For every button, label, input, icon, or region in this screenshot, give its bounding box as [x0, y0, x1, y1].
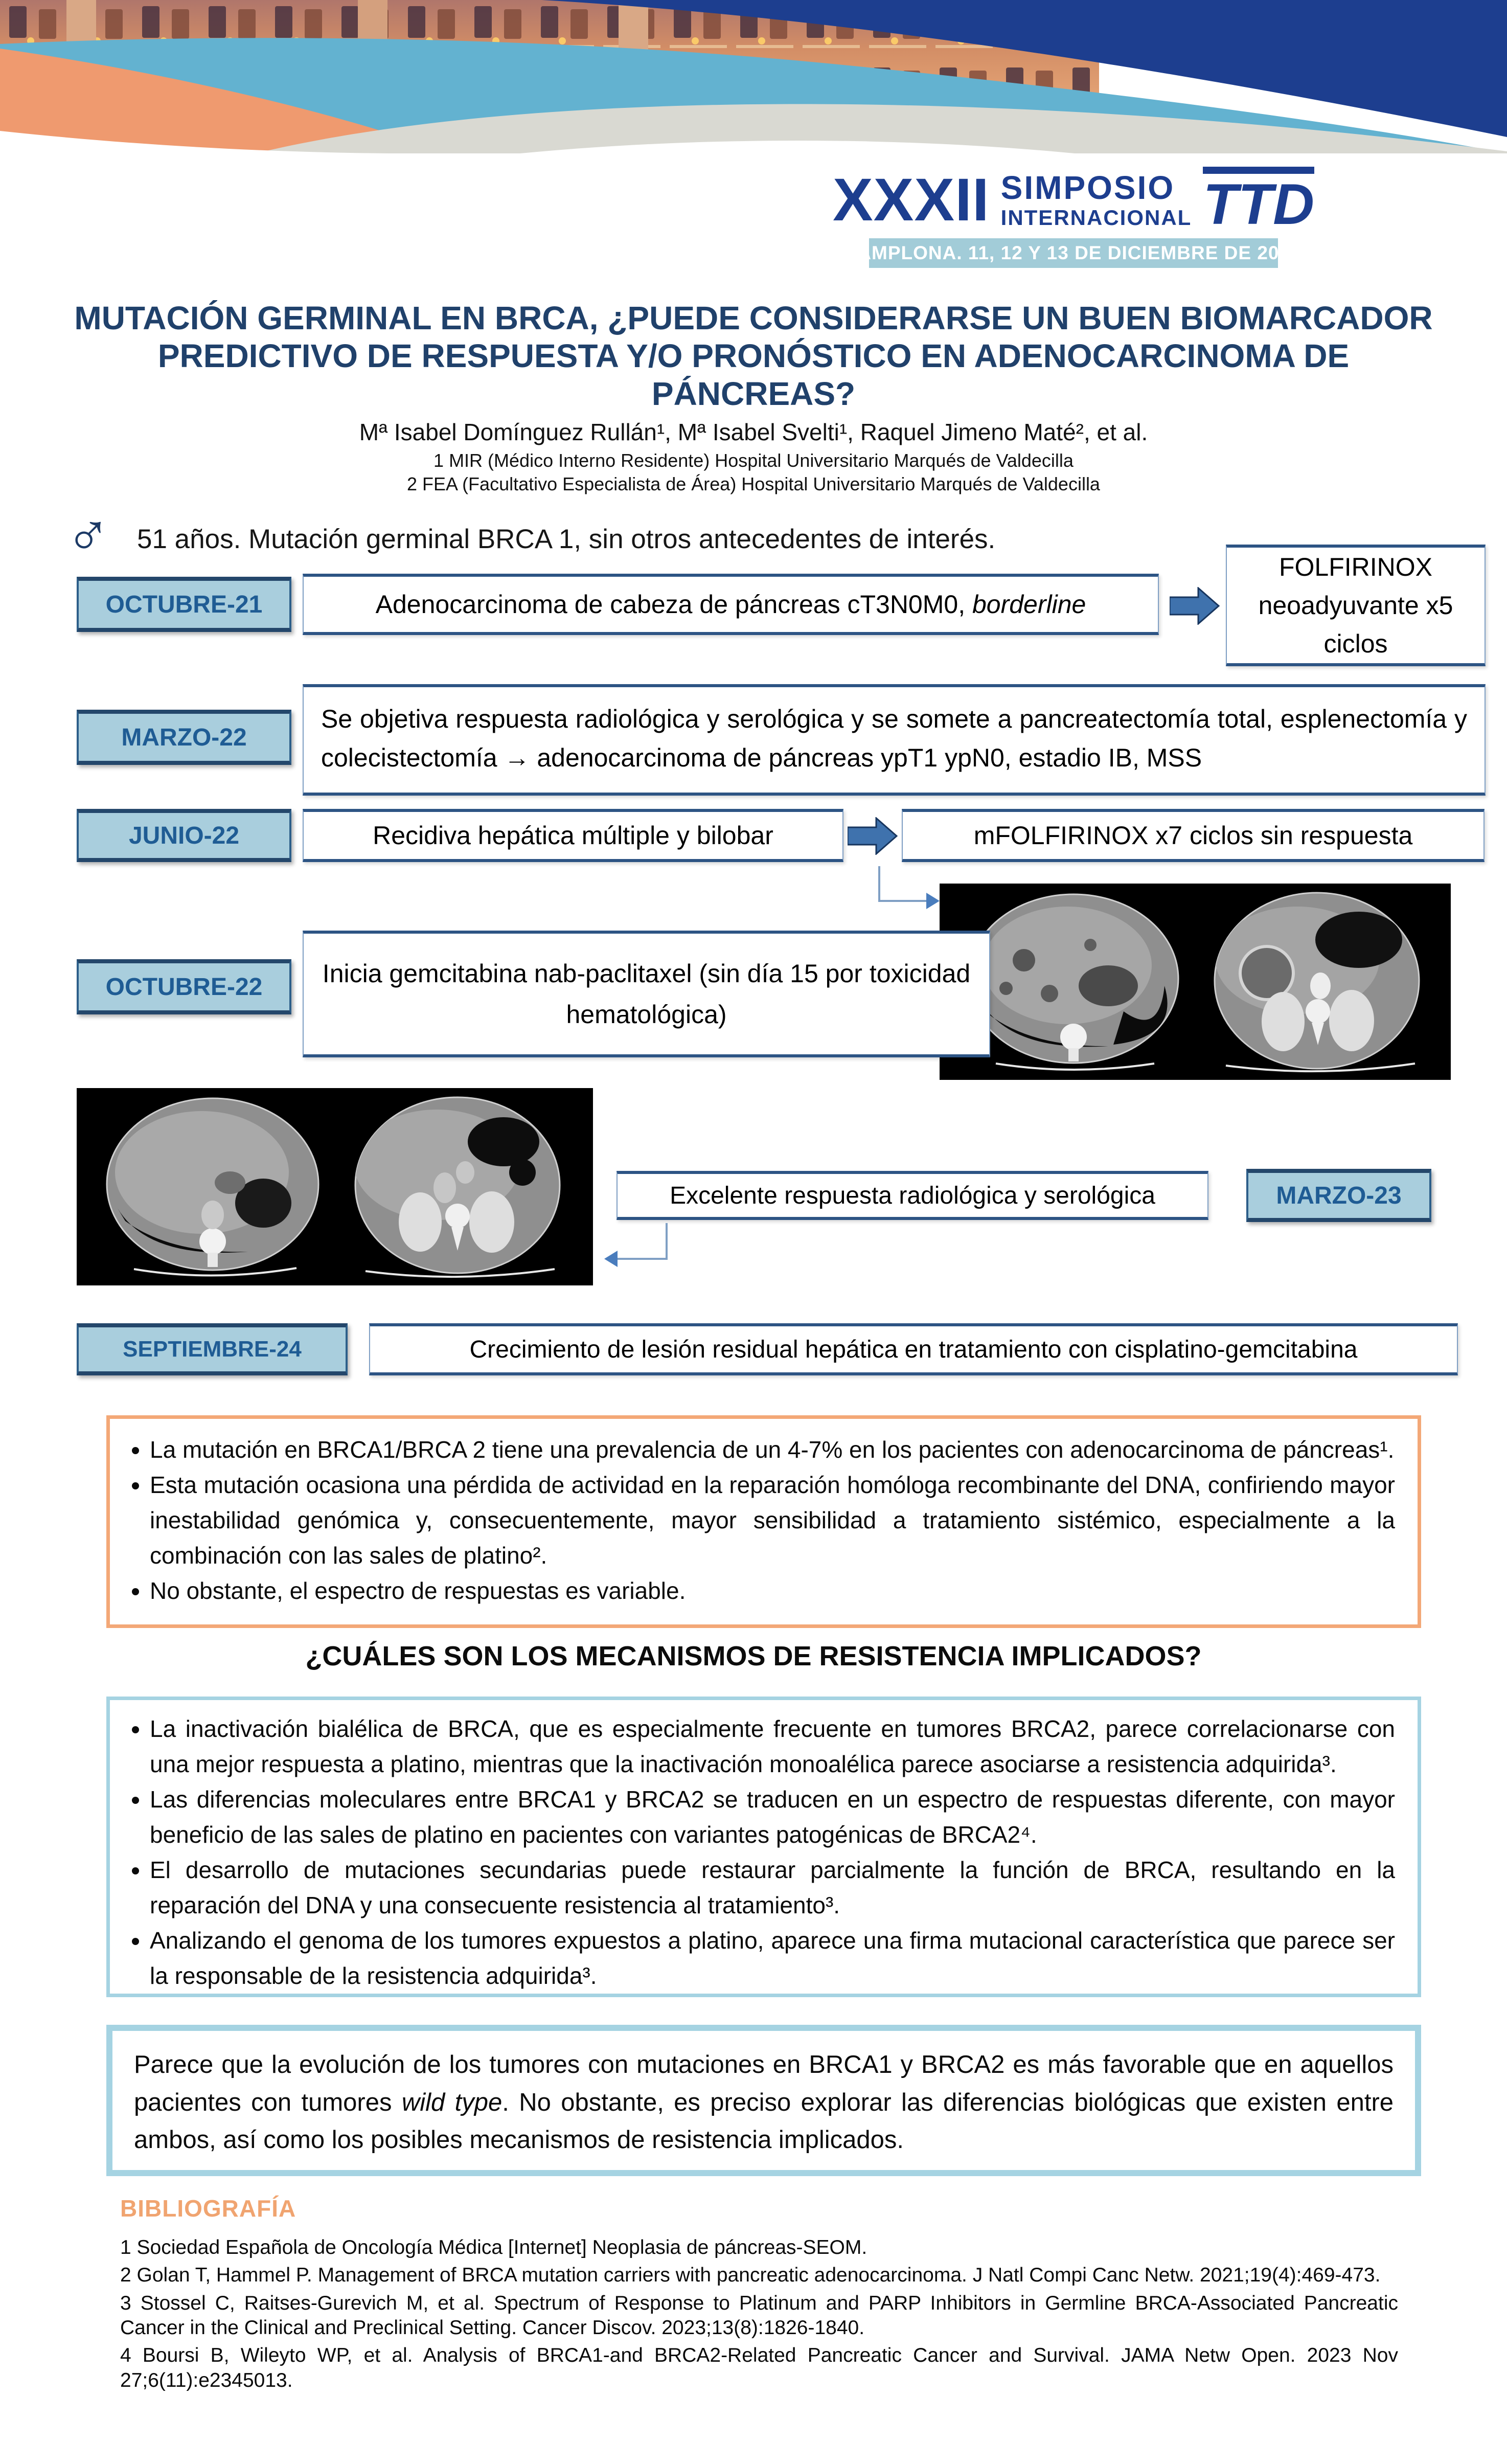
poster-title: MUTACIÓN GERMINAL EN BRCA, ¿PUEDE CONSIDERARSE UN BUEN BIOMARCADOR PREDICTIVO DE RESPUESTA Y/O PRONÓSTICO EN ADENOCARCINOMA DE PÁNCREAS? [74, 300, 1433, 413]
arrow-right-icon [848, 817, 898, 855]
connector-arrowhead-left [604, 1251, 618, 1267]
connector-line [618, 1258, 668, 1260]
ttd-logo-mark: TTD [1203, 167, 1314, 233]
event-box-diagnosis: Adenocarcinoma de cabeza de páncreas cT3N0M0, borderline [303, 574, 1159, 635]
ct-scan-image-progression [940, 884, 1451, 1080]
reference-item: 1 Sociedad Española de Oncología Médica [Internet] Neoplasia de páncreas-SEOM. [120, 2236, 867, 2258]
ct-scan-image-response [77, 1088, 593, 1285]
date-box-junio-22: JUNIO-22 [77, 809, 291, 862]
mechanism-bullet: • Las diferencias moleculares entre BRCA1 y BRCA2 se traducen en un espectro de respuestas diferente, con mayor beneficio de las sales de platino en pacientes con variantes patogénicas de BRCA2⁴. [150, 1782, 1395, 1852]
date-box-octubre-22: OCTUBRE-22 [77, 959, 291, 1014]
event-box-excellent-response: Excelente respuesta radiológica y serológica [616, 1171, 1208, 1220]
logo-location-band [846, 238, 1302, 268]
finding-bullet: • La mutación en BRCA1/BRCA 2 tiene una prevalencia de un 4-7% en los pacientes con adenocarcinoma de páncreas¹. [150, 1432, 1395, 1467]
date-box-marzo-22: MARZO-22 [77, 710, 291, 765]
symposium-logo [832, 166, 1315, 268]
event-box-relapse: Recidiva hepática múltiple y bilobar [303, 809, 843, 862]
banner-artwork [0, 0, 1507, 153]
male-icon: ♂ [65, 502, 111, 569]
case-summary-text: 51 años. Mutación germinal BRCA 1, sin otros antecedentes de interés. [137, 524, 996, 554]
authors-line: Mª Isabel Domínguez Rullán¹, Mª Isabel Svelti¹, Raquel Jimeno Maté², et al. [359, 419, 1148, 445]
date-box-septiembre-24: SEPTIEMBRE-24 [77, 1323, 348, 1375]
logo-roman-numeral: XXXII [832, 166, 990, 234]
finding-bullet: • No obstante, el espectro de respuestas es variable. [150, 1573, 1395, 1609]
event-box-gemcitabine: Inicia gemcitabina nab-paclitaxel (sin día 15 por toxicidad hematológica) [303, 931, 990, 1057]
mechanisms-box [106, 1697, 1421, 1997]
affiliation-1: 1 MIR (Médico Interno Residente) Hospital Universitario Marqués de Valdecilla [433, 450, 1074, 471]
reference-item: 3 Stossel C, Raitses-Gurevich M, et al. Spectrum of Response to Platinum and PARP Inhibitors in Germline BRCA-Associated Pancreatic Cancer in the Clinical and Preclinical Setting. Cancer Discov. 2023;13(8):1826-1840. [120, 2292, 1398, 2339]
bibliography-list [120, 2235, 1398, 2396]
reference-item: 4 Boursi B, Wileyto WP, et al. Analysis of BRCA1-and BRCA2-Related Pancreatic Cancer and Survival. JAMA Netw Open. 2023 Nov 27;6(11):e2345013. [120, 2344, 1398, 2391]
affiliation-2: 2 FEA (Facultativo Especialista de Área) Hospital Universitario Marqués de Valdecilla [407, 473, 1100, 494]
connector-line [878, 900, 927, 902]
connector-line [878, 866, 880, 902]
arrow-right-icon [1170, 587, 1220, 625]
date-box-octubre-21: OCTUBRE-21 [77, 577, 291, 632]
logo-internacional: INTERNACIONAL [1000, 206, 1192, 230]
mechanisms-heading: ¿CUÁLES SON LOS MECANISMOS DE RESISTENCIA IMPLICADOS? [305, 1641, 1202, 1671]
logo-simposio: SIMPOSIO [1000, 169, 1175, 206]
connector-line [666, 1223, 668, 1260]
mechanism-bullet: • Analizando el genoma de los tumores expuestos a platino, aparece una firma mutacional característica que parece ser la responsable de la resistencia adquirida³. [150, 1923, 1395, 1994]
conclusion-box: Parece que la evolución de los tumores con mutaciones en BRCA1 y BRCA2 es más favorable que en aquellos pacientes con tumores wild type. No obstante, es preciso explorar las diferencias biológicas que existen entre ambos, así como los posibles mecanismos de resistencia implicados. [106, 2025, 1421, 2176]
event-box-mfolfirinox: mFOLFIRINOX x7 ciclos sin respuesta [902, 809, 1485, 862]
reference-item: 2 Golan T, Hammel P. Management of BRCA mutation carriers with pancreatic adenocarcinoma. J Natl Compi Canc Netw. 2021;19(4):469-473. [120, 2264, 1381, 2287]
event-box-residual-growth: Crecimiento de lesión residual hepática en tratamiento con cisplatino-gemcitabina [369, 1323, 1458, 1375]
date-box-marzo-23: MARZO-23 [1246, 1169, 1431, 1222]
connector-arrowhead-right [926, 893, 940, 909]
event-box-folfirinox: FOLFIRINOX neoadyuvante x5 ciclos [1226, 545, 1486, 666]
mechanism-bullet: • La inactivación bialélica de BRCA, que es especialmente frecuente en tumores BRCA2, parece correlacionarse con una mejor respuesta a platino, mientras que la inactivación monoalélica parece asociarse a resistencia adquirida³. [150, 1711, 1395, 1782]
logo-location-text: PAMPLONA. 11, 12 Y 13 DE DICIEMBRE DE 2024 [846, 242, 1302, 263]
finding-bullet: • Esta mutación ocasiona una pérdida de actividad en la reparación homóloga recombinante del DNA, confiriendo mayor inestabilidad genómica y, consecuentemente, mayor sensibilidad a tratamiento sistémico, especialmente a la combinación con las sales de platino². [150, 1467, 1395, 1573]
bibliography-heading: BIBLIOGRAFÍA [120, 2195, 296, 2222]
italic-wild-type: wild type [401, 2088, 503, 2116]
findings-box [106, 1415, 1421, 1628]
mechanism-bullet: • El desarrollo de mutaciones secundarias puede restaurar parcialmente la función de BRCA, resultando en la reparación del DNA y una consecuente resistencia al tratamiento³. [150, 1852, 1395, 1923]
event-box-surgery: Se objetiva respuesta radiológica y serológica y se somete a pancreatectomía total, esplenectomía y colecistectomía → adenocarcinoma de páncreas ypT1 ypN0, estadio IB, MSS [303, 684, 1486, 796]
italic-borderline: borderline [972, 590, 1086, 619]
